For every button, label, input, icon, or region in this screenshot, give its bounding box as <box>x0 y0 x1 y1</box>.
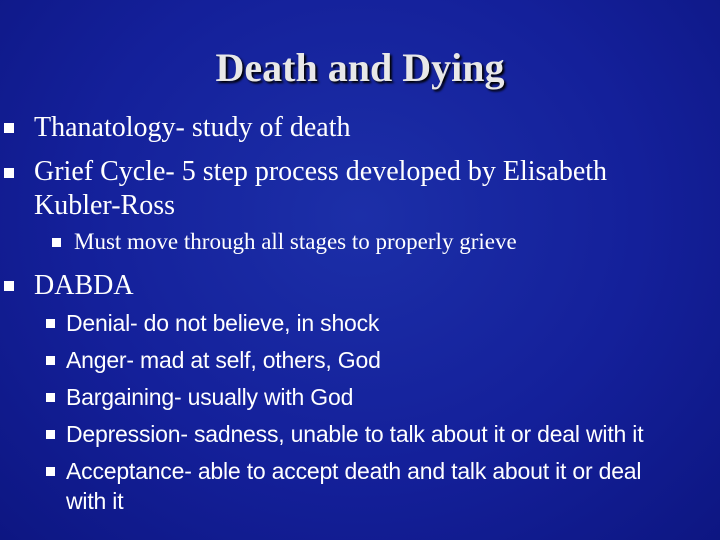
bullet-grief-cycle-continued: Kubler-Ross <box>34 190 175 221</box>
sub-bullet-denial: Denial- do not believe, in shock <box>66 310 380 336</box>
bullet-square-icon <box>46 319 55 328</box>
bullet-square-icon <box>4 281 14 291</box>
bullet-square-icon <box>4 123 14 133</box>
bullet-dabda: DABDA <box>34 270 134 301</box>
bullet-square-icon <box>46 356 55 365</box>
bullet-grief-cycle: Grief Cycle- 5 step process developed by Elisabeth <box>34 156 608 187</box>
bullet-thanatology: Thanatology- study of death <box>34 112 351 143</box>
sub-bullet-acceptance-continued: with it <box>66 488 124 514</box>
bullet-square-icon <box>46 467 55 476</box>
bullet-must-move: Must move through all stages to properly grieve <box>74 229 517 254</box>
bullet-square-icon <box>4 168 14 178</box>
bullet-square-icon <box>46 393 55 402</box>
sub-bullet-depression: Depression- sadness, unable to talk about it or deal with it <box>66 421 644 447</box>
bullet-square-icon <box>46 430 55 439</box>
sub-bullet-anger: Anger- mad at self, others, God <box>66 347 381 373</box>
sub-bullet-acceptance: Acceptance- able to accept death and talk about it or deal <box>66 458 642 484</box>
bullet-square-icon <box>52 238 61 247</box>
sub-bullet-bargaining: Bargaining- usually with God <box>66 384 354 410</box>
slide-title: Death and Dying <box>215 45 505 90</box>
